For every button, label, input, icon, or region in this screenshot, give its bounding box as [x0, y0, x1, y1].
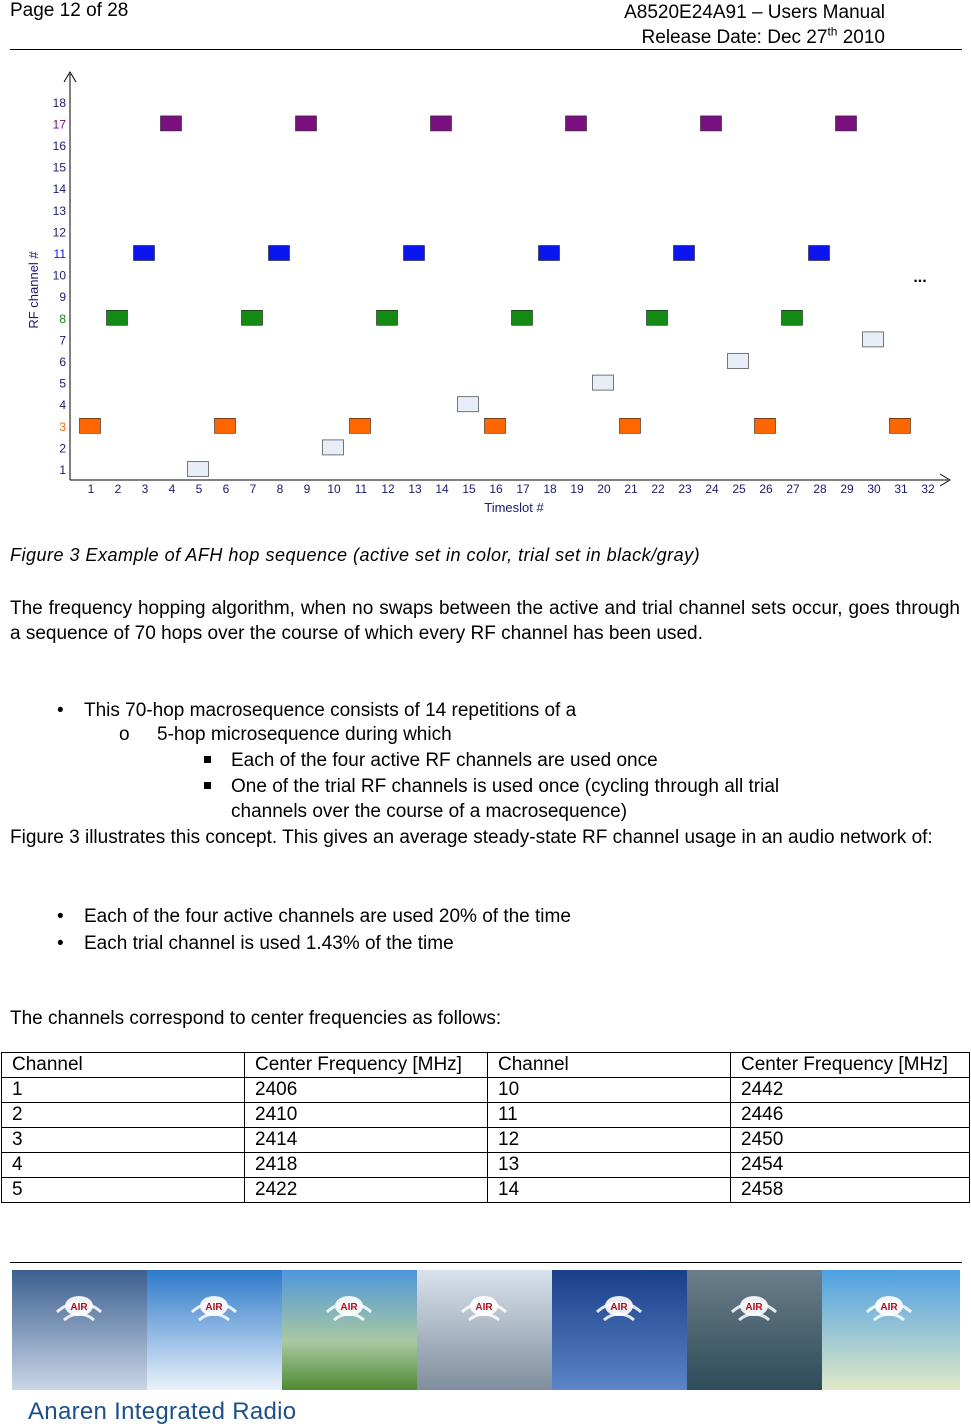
y-tick-label: 11	[53, 247, 66, 261]
air-badge-label: AIR	[340, 1302, 358, 1313]
active-channel-hop	[566, 116, 587, 131]
afh-hop-chart	[0, 60, 971, 530]
x-tick-label: 14	[435, 482, 449, 496]
table-cell: 2410	[245, 1103, 488, 1128]
active-channel-hop	[539, 246, 560, 261]
table-row	[2, 1178, 970, 1203]
table-cell: 2414	[245, 1128, 488, 1153]
table-cell: 2450	[731, 1128, 970, 1153]
x-tick-label: 20	[597, 482, 611, 496]
y-tick-label: 9	[59, 290, 66, 305]
y-tick-label: 10	[52, 268, 66, 283]
y-tick-label: 18	[52, 95, 66, 110]
air-badge-label: AIR	[70, 1302, 88, 1313]
table-row	[2, 1078, 970, 1103]
list-item: Each of the four active channels are used 20% of the time	[84, 906, 571, 927]
x-tick-label: 18	[543, 482, 557, 496]
y-tick-label: 3	[59, 419, 66, 434]
active-channel-hop	[431, 116, 452, 131]
trial-channel-hop	[323, 440, 344, 455]
square-bullet	[204, 782, 211, 789]
trial-channel-hop	[863, 332, 884, 347]
x-tick-label: 10	[327, 482, 341, 496]
y-tick-label: 6	[59, 355, 66, 369]
active-channel-hop	[809, 246, 830, 261]
table-cell: 2446	[731, 1103, 970, 1128]
active-channel-hop	[107, 310, 128, 325]
x-tick-label: 25	[732, 482, 746, 496]
table-cell: 14	[488, 1178, 731, 1203]
table-cell: 1	[2, 1078, 245, 1103]
active-channel-hop	[755, 418, 776, 433]
y-tick-label: 13	[52, 203, 66, 218]
table-cell: 2454	[731, 1153, 970, 1178]
x-tick-label: 30	[867, 482, 881, 496]
square-bullet	[204, 756, 211, 763]
x-tick-label: 28	[813, 482, 827, 496]
trial-channel-hop	[728, 354, 749, 369]
active-channel-hop	[890, 418, 911, 433]
x-tick-label: 7	[249, 482, 257, 496]
active-channel-hop	[161, 116, 182, 131]
x-tick-label: 4	[168, 482, 176, 496]
y-tick-label: 14	[52, 182, 66, 197]
list-item: This 70-hop macrosequence consists of 14 repetitions of a	[84, 700, 577, 721]
y-tick-label: 2	[59, 441, 66, 456]
banner-panel-skateboard	[12, 1270, 147, 1390]
table-cell: 2418	[245, 1153, 488, 1178]
y-tick-label: 17	[52, 117, 66, 132]
active-channel-hop	[647, 310, 668, 325]
y-tick-label: 7	[59, 333, 66, 348]
banner-panel-windsurf	[552, 1270, 687, 1390]
list-item: One of the trial RF channels is used once (cycling through all trial	[231, 776, 780, 797]
bullet-marker: •	[57, 700, 64, 721]
x-tick-label: 2	[114, 482, 122, 496]
x-tick-label: 6	[222, 482, 230, 496]
x-tick-label: 16	[489, 482, 503, 496]
air-badge-label: AIR	[880, 1302, 898, 1313]
table-header: Channel	[488, 1053, 731, 1078]
air-badge-label: AIR	[745, 1302, 763, 1313]
active-channel-hop	[512, 310, 533, 325]
table-row	[2, 1153, 970, 1178]
table-row	[2, 1103, 970, 1128]
active-channel-hop	[80, 418, 101, 433]
x-tick-label: 31	[894, 482, 908, 496]
paragraph-intro: The frequency hopping algorithm, when no swaps between the active and trial channel sets occur, goes through a sequence of 70 hops over the course of which every RF channel has been used.	[10, 598, 960, 644]
list-item: Each trial channel is used 1.43% of the time	[84, 933, 454, 954]
x-tick-label: 11	[354, 482, 368, 496]
bullet-marker: •	[57, 933, 64, 954]
list-item: Each of the four active RF channels are used once	[231, 750, 658, 771]
table-header: Center Frequency [MHz]	[731, 1053, 970, 1078]
x-tick-label: 9	[303, 482, 311, 496]
banner-panel-kayak	[687, 1270, 822, 1390]
trial-channel-hop	[593, 375, 614, 390]
trial-channel-hop	[188, 462, 209, 477]
active-channel-hop	[620, 418, 641, 433]
figure-caption: Figure 3 Example of AFH hop sequence (active set in color, trial set in black/gray)	[10, 545, 701, 565]
brand-name: Anaren Integrated Radio	[28, 1398, 297, 1425]
x-tick-label: 5	[195, 482, 203, 496]
x-tick-label: 15	[462, 482, 476, 496]
list-item-continuation: channels over the course of a macrosequence)	[231, 801, 628, 822]
bullet-marker: •	[57, 906, 64, 927]
x-tick-label: 26	[759, 482, 773, 496]
release-date: Release Date: Dec 27th 2010	[641, 24, 885, 48]
active-channel-hop	[701, 116, 722, 131]
active-channel-hop	[269, 246, 290, 261]
banner-panel-bike	[282, 1270, 417, 1390]
air-badge-label: AIR	[475, 1302, 493, 1313]
paragraph-usage: Figure 3 illustrates this concept. This gives an average steady-state RF channel usage in an audio network of:	[10, 827, 933, 848]
banner-panel-ski	[147, 1270, 282, 1390]
x-tick-label: 12	[381, 482, 395, 496]
table-header: Channel	[2, 1053, 245, 1078]
document-header	[624, 0, 885, 50]
active-channel-hop	[404, 246, 425, 261]
y-axis-title: RF channel #	[26, 251, 41, 329]
x-tick-label: 19	[570, 482, 584, 496]
table-header-row	[2, 1053, 970, 1078]
y-tick-label: 5	[59, 376, 66, 391]
table-cell: 2406	[245, 1078, 488, 1103]
x-tick-label: 17	[516, 482, 530, 496]
banner-panel-jump	[822, 1270, 960, 1390]
frequency-table	[1, 1052, 970, 1203]
y-tick-label: 12	[52, 225, 66, 240]
y-tick-label: 16	[52, 139, 66, 153]
y-tick-label: 8	[59, 311, 66, 326]
table-cell: 5	[2, 1178, 245, 1203]
table-header: Center Frequency [MHz]	[245, 1053, 488, 1078]
header-divider	[10, 49, 962, 50]
x-tick-label: 22	[651, 482, 665, 496]
table-cell: 10	[488, 1078, 731, 1103]
x-axis-title: Timeslot #	[484, 500, 544, 515]
table-cell: 2422	[245, 1178, 488, 1203]
x-tick-label: 27	[786, 482, 800, 496]
y-tick-label: 15	[52, 160, 66, 175]
active-channel-hop	[377, 310, 398, 325]
paragraph-frequencies: The channels correspond to center frequencies as follows:	[10, 1008, 502, 1029]
table-cell: 12	[488, 1128, 731, 1153]
active-channel-hop	[836, 116, 857, 131]
active-channel-hop	[296, 116, 317, 131]
page-number: Page 12 of 28	[10, 0, 129, 21]
x-tick-label: 29	[840, 482, 854, 496]
table-cell: 4	[2, 1153, 245, 1178]
table-row	[2, 1128, 970, 1153]
y-tick-label: 1	[59, 463, 66, 477]
y-tick-label: 4	[59, 398, 66, 413]
active-channel-hop	[242, 310, 263, 325]
x-tick-label: 8	[276, 482, 284, 496]
x-tick-label: 24	[705, 482, 719, 496]
trial-channel-hop	[458, 397, 479, 412]
active-channel-hop	[215, 418, 236, 433]
table-cell: 2	[2, 1103, 245, 1128]
air-badge-label: AIR	[610, 1302, 628, 1313]
continuation-ellipsis: ...	[913, 269, 927, 286]
active-channel-hop	[782, 310, 803, 325]
bullet-marker-o: o	[119, 724, 130, 745]
active-channel-hop	[134, 246, 155, 261]
active-channel-hop	[485, 418, 506, 433]
air-badge-label: AIR	[205, 1302, 223, 1313]
chart-svg	[0, 60, 971, 530]
x-tick-label: 13	[408, 482, 422, 496]
x-tick-label: 23	[678, 482, 692, 496]
x-tick-label: 32	[921, 482, 935, 496]
x-tick-label: 1	[87, 482, 95, 496]
document-title: A8520E24A91 – Users Manual	[624, 2, 885, 23]
table-cell: 2442	[731, 1078, 970, 1103]
table-cell: 2458	[731, 1178, 970, 1203]
active-channel-hop	[674, 246, 695, 261]
x-tick-label: 3	[141, 482, 149, 496]
footer-divider	[10, 1262, 962, 1263]
table-cell: 13	[488, 1153, 731, 1178]
active-channel-hop	[350, 418, 371, 433]
x-tick-label: 21	[624, 482, 638, 496]
table-cell: 11	[488, 1103, 731, 1128]
list-item: 5-hop microsequence during which	[157, 724, 452, 745]
table-cell: 3	[2, 1128, 245, 1153]
banner-panel-snowboard	[417, 1270, 552, 1390]
